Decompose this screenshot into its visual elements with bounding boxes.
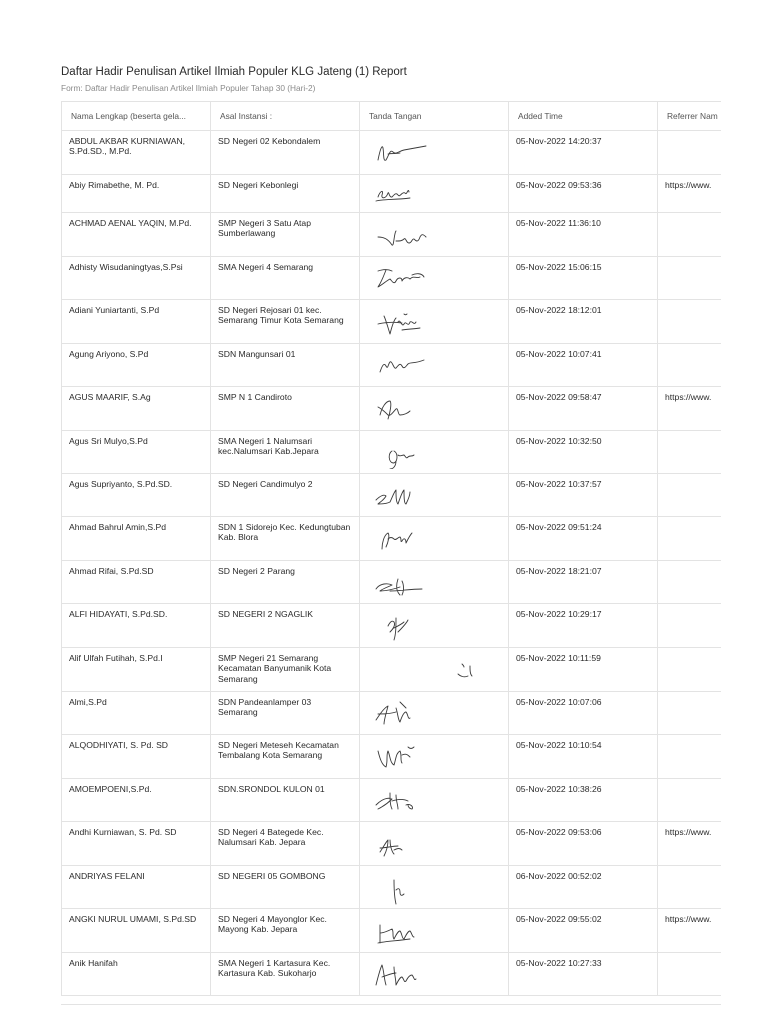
cell-nama: Ahmad Bahrul Amin,S.Pd: [62, 517, 211, 561]
cell-tanda-tangan: [360, 474, 509, 517]
cell-referrer: [658, 692, 722, 735]
cell-added-time: 05-Nov-2022 10:07:41: [509, 344, 658, 387]
signature-image: [372, 741, 420, 773]
table-row[interactable]: [62, 344, 722, 387]
signature-image: [372, 393, 416, 425]
report-table-container[interactable]: [61, 101, 721, 1017]
cell-tanda-tangan: [360, 866, 509, 909]
cell-nama: ANGKI NURUL UMAMI, S.Pd.SD: [62, 909, 211, 953]
table-row[interactable]: [62, 561, 722, 604]
cell-nama: ANDRIYAS FELANI: [62, 866, 211, 909]
cell-tanda-tangan: [360, 517, 509, 561]
table-row[interactable]: [62, 431, 722, 474]
cell-referrer: [658, 866, 722, 909]
table-row[interactable]: [62, 300, 722, 344]
signature-image: [450, 658, 490, 682]
cell-instansi: SMA Negeri 1 Nalumsari kec.Nalumsari Kab.Jepara: [211, 431, 360, 474]
signature-image: [372, 263, 428, 293]
cell-instansi: SMP Negeri 3 Satu Atap Sumberlawang: [211, 213, 360, 257]
cell-tanda-tangan: [360, 779, 509, 822]
signature-image: [370, 482, 420, 510]
table-row[interactable]: [62, 735, 722, 779]
report-title: Daftar Hadir Penulisan Artikel Ilmiah Populer KLG Jateng (1) Report: [61, 66, 407, 78]
cell-nama: AMOEMPOENI,S.Pd.: [62, 779, 211, 822]
cell-instansi: SD Negeri Rejosari 01 kec. Semarang Timur Kota Semarang: [211, 300, 360, 344]
cell-referrer: [658, 953, 722, 996]
cell-referrer: [658, 779, 722, 822]
cell-referrer: [658, 213, 722, 257]
cell-tanda-tangan: [360, 692, 509, 735]
cell-nama: ALFI HIDAYATI, S.Pd.SD.: [62, 604, 211, 648]
cell-tanda-tangan: [360, 604, 509, 648]
column-header-instansi[interactable]: Asal Instansi :: [211, 102, 360, 131]
table-row[interactable]: [62, 387, 722, 431]
table-row[interactable]: [62, 213, 722, 257]
cell-added-time: 05-Nov-2022 18:12:01: [509, 300, 658, 344]
cell-added-time: 05-Nov-2022 09:53:36: [509, 175, 658, 213]
cell-instansi: SD Negeri Candimulyo 2: [211, 474, 360, 517]
cell-tanda-tangan: [360, 387, 509, 431]
cell-tanda-tangan: [360, 344, 509, 387]
cell-added-time: 05-Nov-2022 09:58:47: [509, 387, 658, 431]
cell-instansi: SDN Pandeanlamper 03 Semarang: [211, 692, 360, 735]
cell-tanda-tangan: [360, 822, 509, 866]
cell-tanda-tangan: [360, 648, 509, 692]
table-row[interactable]: [62, 517, 722, 561]
signature-image: [374, 223, 430, 249]
table-row[interactable]: [62, 822, 722, 866]
cell-added-time: 05-Nov-2022 10:27:33: [509, 953, 658, 996]
signature-image: [380, 610, 420, 642]
cell-nama: Agus Sri Mulyo,S.Pd: [62, 431, 211, 474]
table-bottom-divider: [61, 1004, 721, 1005]
table-row[interactable]: [62, 866, 722, 909]
cell-nama: Alif Ulfah Futihah, S.Pd.I: [62, 648, 211, 692]
cell-instansi: SD Negeri 2 Parang: [211, 561, 360, 604]
cell-instansi: SD NEGERI 2 NGAGLIK: [211, 604, 360, 648]
cell-referrer: [658, 257, 722, 300]
cell-tanda-tangan: [360, 953, 509, 996]
cell-tanda-tangan: [360, 735, 509, 779]
cell-nama: Agung Ariyono, S.Pd: [62, 344, 211, 387]
cell-nama: AGUS MAARIF, S.Ag: [62, 387, 211, 431]
cell-tanda-tangan: [360, 561, 509, 604]
table-header-row: [62, 102, 722, 131]
table-row[interactable]: [62, 131, 722, 175]
cell-instansi: SMA Negeri 1 Kartasura Kec. Kartasura Kab. Sukoharjo: [211, 953, 360, 996]
cell-referrer[interactable]: https://www.: [658, 909, 722, 953]
cell-instansi: SD Negeri Meteseh Kecamatan Tembalang Kota Semarang: [211, 735, 360, 779]
cell-referrer[interactable]: https://www.: [658, 175, 722, 213]
cell-nama: Almi,S.Pd: [62, 692, 211, 735]
cell-added-time: 06-Nov-2022 00:52:02: [509, 866, 658, 909]
cell-tanda-tangan: [360, 300, 509, 344]
cell-nama: Adhisty Wisudaningtyas,S.Psi: [62, 257, 211, 300]
signature-image: [372, 830, 408, 860]
cell-added-time: 05-Nov-2022 10:37:57: [509, 474, 658, 517]
cell-instansi: SMP Negeri 21 Semarang Kecamatan Banyumanik Kota Semarang: [211, 648, 360, 692]
cell-added-time: 05-Nov-2022 10:07:06: [509, 692, 658, 735]
column-header-tanda-tangan[interactable]: Tanda Tangan: [360, 102, 509, 131]
cell-referrer: [658, 474, 722, 517]
cell-added-time: 05-Nov-2022 09:55:02: [509, 909, 658, 953]
table-row[interactable]: [62, 604, 722, 648]
cell-tanda-tangan: [360, 431, 509, 474]
table-row[interactable]: [62, 779, 722, 822]
cell-nama: Anik Hanifah: [62, 953, 211, 996]
cell-nama: Agus Supriyanto, S.Pd.SD.: [62, 474, 211, 517]
cell-instansi: SD Negeri Kebonlegi: [211, 175, 360, 213]
cell-referrer: [658, 517, 722, 561]
cell-nama: ALQODHIYATI, S. Pd. SD: [62, 735, 211, 779]
cell-referrer: [658, 431, 722, 474]
cell-referrer: [658, 604, 722, 648]
cell-referrer: [658, 300, 722, 344]
report-subtitle: Form: Daftar Hadir Penulisan Artikel Ilmiah Populer Tahap 30 (Hari-2): [61, 83, 316, 93]
cell-nama: ACHMAD AENAL YAQIN, M.Pd.: [62, 213, 211, 257]
cell-instansi: SDN Mangunsari 01: [211, 344, 360, 387]
column-header-added-time[interactable]: Added Time: [509, 102, 658, 131]
table-row[interactable]: [62, 692, 722, 735]
cell-added-time: 05-Nov-2022 10:29:17: [509, 604, 658, 648]
signature-image: [372, 917, 420, 945]
cell-nama: ABDUL AKBAR KURNIAWAN, S.Pd.SD., M.Pd.: [62, 131, 211, 175]
cell-referrer: [658, 344, 722, 387]
signature-image: [374, 140, 429, 166]
signature-image: [386, 874, 410, 906]
cell-instansi: SD Negeri 4 Mayonglor Kec. Mayong Kab. Jepara: [211, 909, 360, 953]
cell-added-time: 05-Nov-2022 18:21:07: [509, 561, 658, 604]
cell-instansi: SD NEGERI 05 GOMBONG: [211, 866, 360, 909]
column-header-referrer[interactable]: Referrer Nam: [658, 102, 722, 131]
table-row[interactable]: [62, 648, 722, 692]
cell-referrer: [658, 131, 722, 175]
signature-image: [382, 439, 418, 469]
cell-nama: Adiani Yuniartanti, S.Pd: [62, 300, 211, 344]
signature-image: [374, 183, 414, 205]
signature-image: [370, 569, 426, 597]
signature-image: [370, 959, 424, 991]
cell-instansi: SDN.SRONDOL KULON 01: [211, 779, 360, 822]
cell-tanda-tangan: [360, 257, 509, 300]
table-row[interactable]: [62, 175, 722, 213]
cell-tanda-tangan: [360, 213, 509, 257]
signature-image: [370, 785, 424, 815]
cell-added-time: 05-Nov-2022 10:38:26: [509, 779, 658, 822]
cell-referrer: [658, 561, 722, 604]
cell-referrer[interactable]: https://www.: [658, 387, 722, 431]
signature-image: [374, 525, 418, 553]
cell-tanda-tangan: [360, 175, 509, 213]
cell-referrer: [658, 648, 722, 692]
cell-added-time: 05-Nov-2022 10:11:59: [509, 648, 658, 692]
cell-added-time: 05-Nov-2022 10:10:54: [509, 735, 658, 779]
signature-image: [374, 308, 424, 336]
cell-instansi: SMP N 1 Candiroto: [211, 387, 360, 431]
cell-nama: Andhi Kurniawan, S. Pd. SD: [62, 822, 211, 866]
cell-referrer[interactable]: https://www.: [658, 822, 722, 866]
table-row[interactable]: [62, 909, 722, 953]
cell-instansi: SDN 1 Sidorejo Kec. Kedungtuban Kab. Blora: [211, 517, 360, 561]
cell-added-time: 05-Nov-2022 11:36:10: [509, 213, 658, 257]
cell-tanda-tangan: [360, 909, 509, 953]
cell-added-time: 05-Nov-2022 10:32:50: [509, 431, 658, 474]
cell-added-time: 05-Nov-2022 09:51:24: [509, 517, 658, 561]
cell-instansi: SMA Negeri 4 Semarang: [211, 257, 360, 300]
table-row[interactable]: [62, 257, 722, 300]
cell-instansi: SD Negeri 02 Kebondalem: [211, 131, 360, 175]
signature-image: [370, 698, 420, 728]
cell-tanda-tangan: [360, 131, 509, 175]
cell-instansi: SD Negeri 4 Bategede Kec. Nalumsari Kab. Jepara: [211, 822, 360, 866]
report-table: [61, 101, 721, 996]
table-row[interactable]: [62, 953, 722, 996]
cell-nama: Abiy Rimabethe, M. Pd.: [62, 175, 211, 213]
cell-added-time: 05-Nov-2022 15:06:15: [509, 257, 658, 300]
signature-image: [374, 352, 430, 376]
cell-added-time: 05-Nov-2022 14:20:37: [509, 131, 658, 175]
cell-nama: Ahmad Rifai, S.Pd.SD: [62, 561, 211, 604]
table-row[interactable]: [62, 474, 722, 517]
cell-referrer: [658, 735, 722, 779]
cell-added-time: 05-Nov-2022 09:53:06: [509, 822, 658, 866]
column-header-nama[interactable]: Nama Lengkap (beserta gela...: [62, 102, 211, 131]
